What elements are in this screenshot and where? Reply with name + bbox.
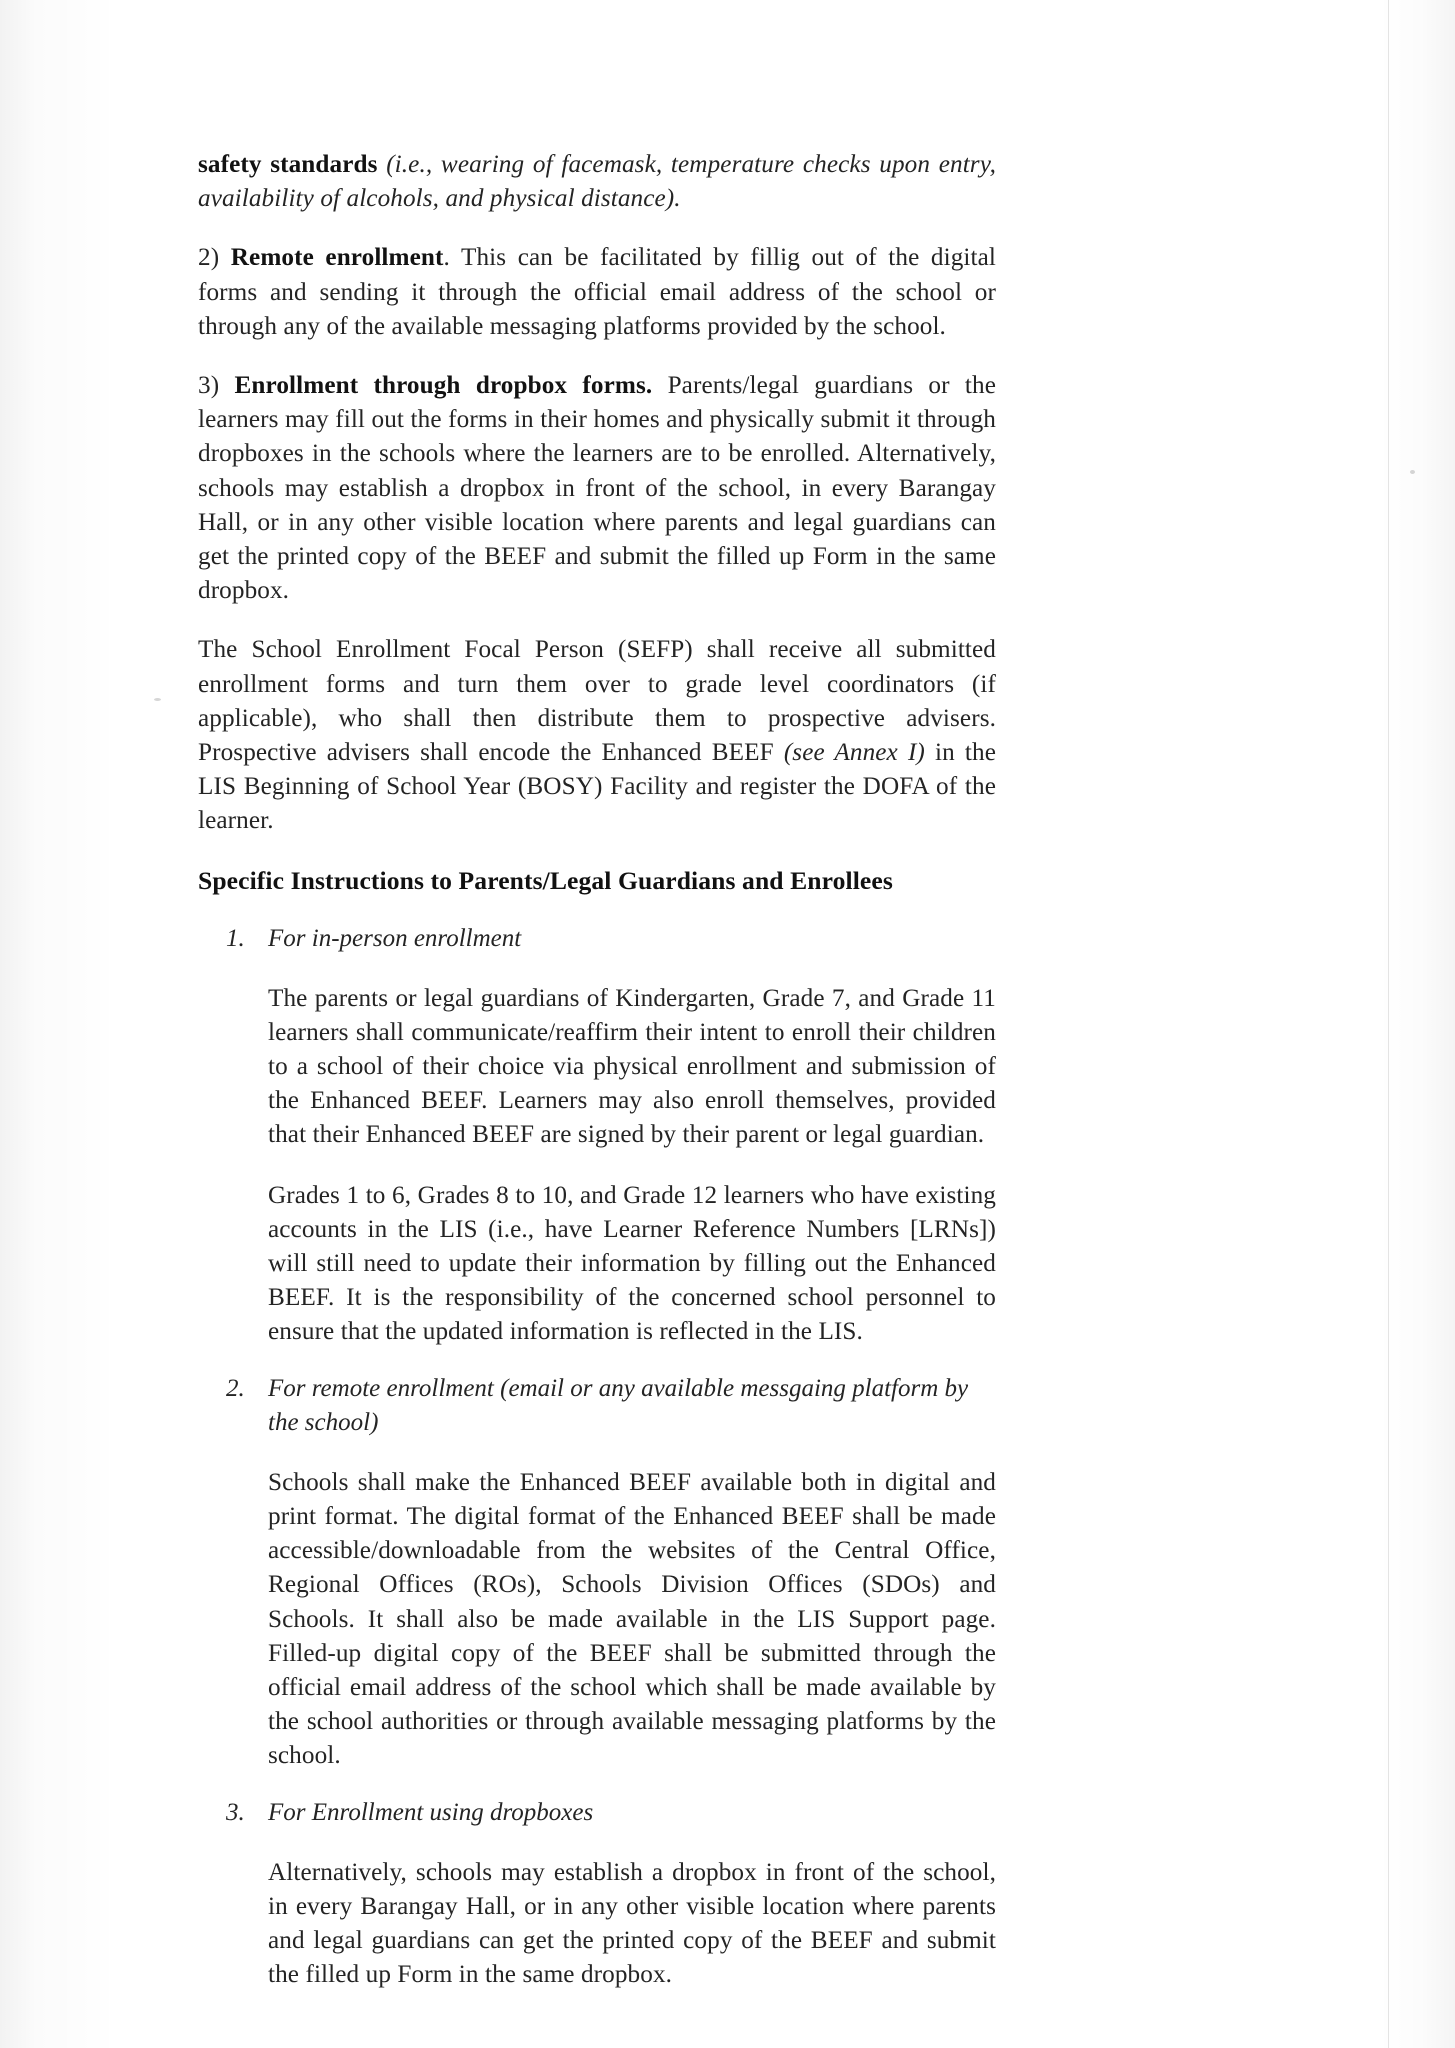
section-heading-specific-instructions: Specific Instructions to Parents/Legal Guardians and Enrollees <box>198 865 893 895</box>
list-item-body <box>268 1856 996 1993</box>
list-item-heading <box>198 1372 996 1440</box>
list-item-number: 3. <box>226 1798 245 1826</box>
dropbox-forms-text: Parents/legal guardians or the learners may fill out the forms in their homes and physically submit it through dropboxes in the schools where the learners are to be enrolled. Alternatively, schools may establish a dropbox in front of the school, in every Barangay Hall, or in any other visible location where parents and legal guardians can get the printed copy of the BEEF and submit the filled up Form in the same dropbox. <box>198 372 996 605</box>
safety-standards-detail: (i.e., wearing of facemask, temperature checks upon entry, availability of alcohols, and physical distance). <box>198 151 996 213</box>
scan-fold-line <box>1388 0 1389 2048</box>
paragraph-safety-standards <box>198 148 996 216</box>
see-annex-reference: (see Annex I) <box>783 739 925 767</box>
document-body <box>198 148 996 2014</box>
list-item-paragraph: Grades 1 to 6, Grades 8 to 10, and Grade 12 learners who have existing accounts in the LIS (i.e., have Learner Reference Numbers [LRNs]) will still need to update their information by filling out the Enhanced BEEF. It is the responsibility of the concerned school personnel to ensure that the updated information is reflected in the LIS. <box>268 1181 996 1346</box>
list-item <box>198 1372 996 1774</box>
list-item-body <box>268 982 996 1350</box>
list-item-paragraph: The parents or legal guardians of Kindergarten, Grade 7, and Grade 11 learners shall communicate/reaffirm their intent to enroll their children to a school of their choice via physical enrollment and submission of the Enhanced BEEF. Learners may also enroll themselves, provided that their Enhanced BEEF are signed by their parent or legal guardian. <box>268 984 996 1149</box>
list-item-number: 1. <box>226 924 245 952</box>
list-item-paragraph: Alternatively, schools may establish a dropbox in front of the school, in every Barangay Hall, or in any other visible location where parents and legal guardians can get the printed copy of the BEEF and submit the filled up Form in the same dropbox. <box>268 1858 996 1989</box>
item-number-2: 2) <box>198 244 231 272</box>
item-number-3: 3) <box>198 372 235 400</box>
list-item-heading <box>198 1796 996 1830</box>
dropbox-forms-label: Enrollment through dropbox forms. <box>234 372 653 400</box>
scan-shadow-left <box>0 0 120 2048</box>
list-item-heading <box>198 922 996 956</box>
specific-instructions-list <box>198 922 996 1993</box>
list-item-heading-text: For Enrollment using dropboxes <box>268 1798 594 1826</box>
sefp-text-part1: The School Enrollment Focal Person (SEFP) shall receive all submitted enrollment forms and turn them over to grade level coordinators (if applicable), who shall then distribute them to prospective advisers. Prospective advisers shall encode the Enhanced BEEF <box>198 636 996 767</box>
remote-enrollment-text: . This can be facilitated by fillig out of the digital forms and sending it through the official email address of the school or through any of the available messaging platforms provided by the school. <box>198 244 996 340</box>
list-item-paragraph: Schools shall make the Enhanced BEEF available both in digital and print format. The digital format of the Enhanced BEEF shall be made accessible/downloadable from the websites of the Central Office, Regional Offices (ROs), Schools Division Offices (SDOs) and Schools. It shall also be made available in the LIS Support page. Filled-up digital copy of the BEEF shall be submitted through the official email address of the school which shall be made available by the school authorities or through available messaging platforms by the school. <box>268 1468 996 1770</box>
list-item-heading-text: For in-person enrollment <box>268 924 522 952</box>
list-item <box>198 922 996 1350</box>
scan-speck <box>1410 470 1415 474</box>
list-item-body <box>268 1466 996 1774</box>
paragraph-sefp <box>198 633 996 838</box>
list-item <box>198 1796 996 1993</box>
safety-standards-label: safety standards <box>198 151 378 178</box>
list-item-number: 2. <box>226 1374 245 1402</box>
scan-shadow-right <box>1377 0 1455 2048</box>
scan-speck <box>154 698 161 701</box>
paragraph-dropbox-forms <box>198 369 996 608</box>
sefp-text-part2: in the LIS Beginning of School Year (BOSY) Facility and register the DOFA of the learner. <box>198 739 996 835</box>
list-item-heading-text: For remote enrollment (email or any available messgaing platform by the school) <box>268 1374 969 1436</box>
remote-enrollment-label: Remote enrollment <box>230 244 444 272</box>
paragraph-remote-enrollment <box>198 241 996 344</box>
